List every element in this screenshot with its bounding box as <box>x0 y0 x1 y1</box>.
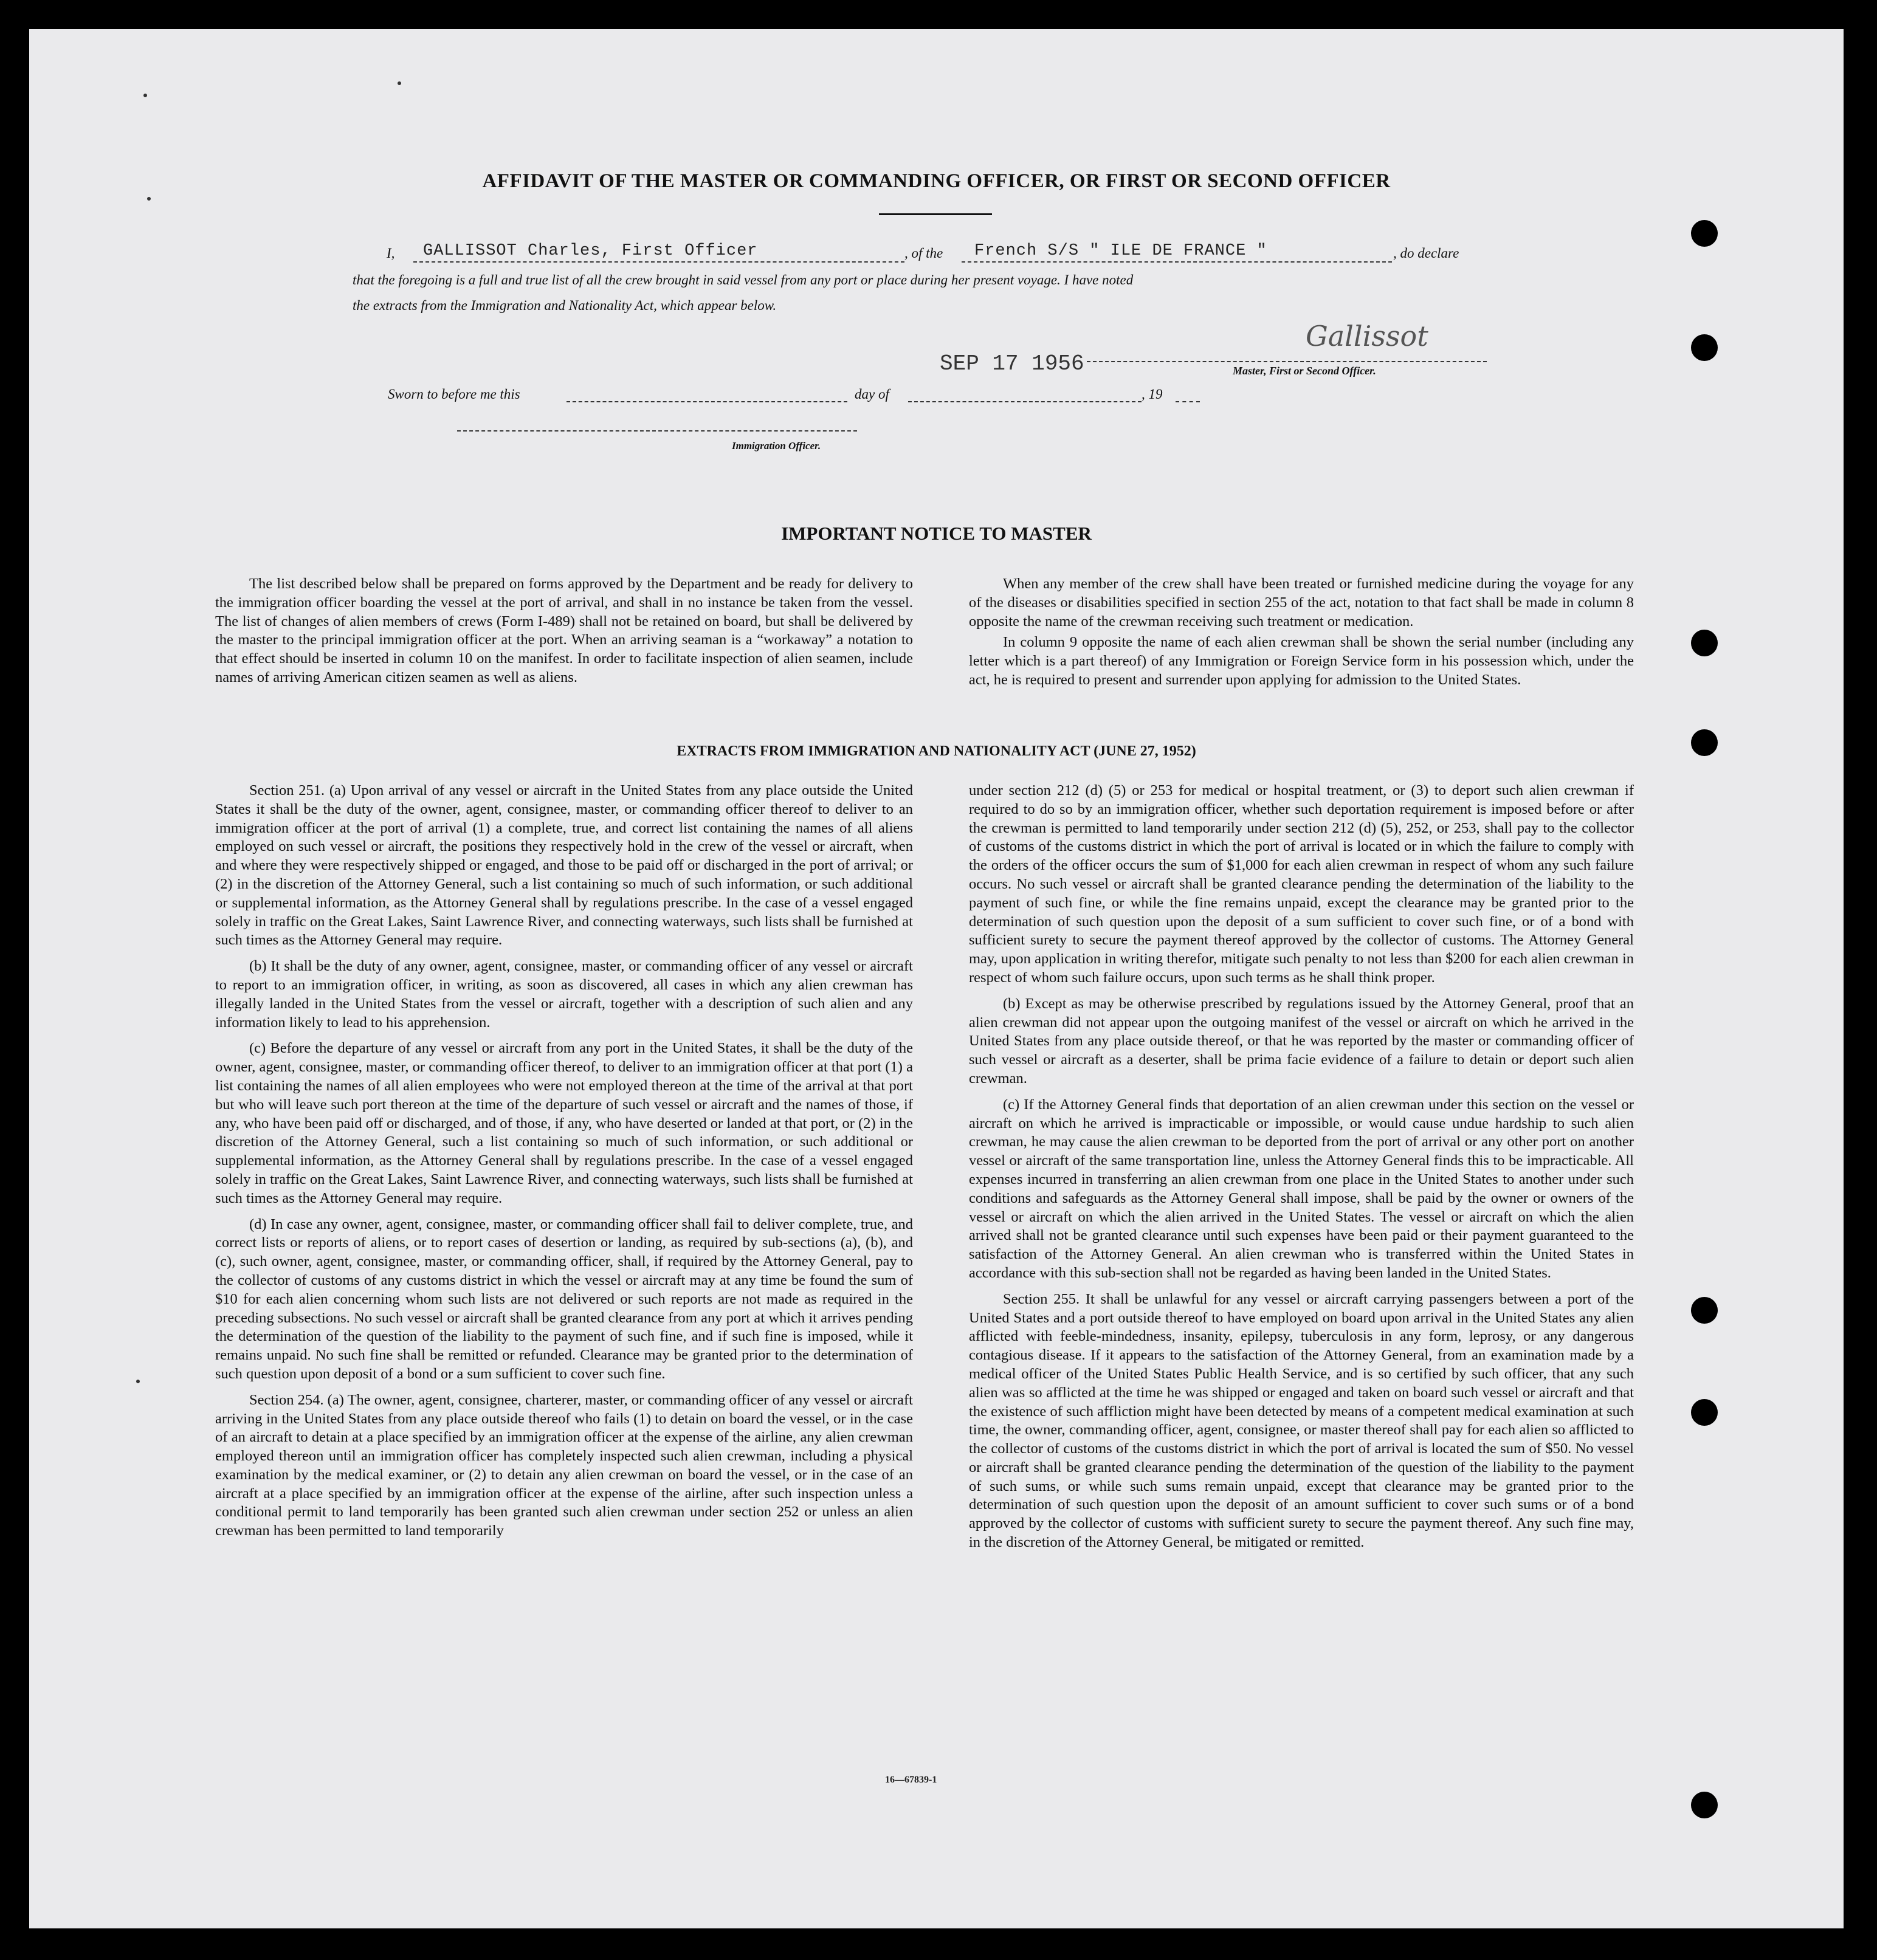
form-number: 16—67839-1 <box>885 1775 937 1785</box>
binder-hole <box>1691 630 1718 656</box>
sworn-day-line <box>567 389 847 402</box>
binder-hole <box>1691 1792 1718 1818</box>
section-254c: (c) If the Attorney General finds that deportation of an alien crewman under this section on the vessel or aircraft on which he arrived is impracticable or impossible, or would cause undue hardship to such alien crewman, he may cause the alien crewman to be deported from the port of arrival or any other port on another vessel or aircraft of the same transportation line, unless the Attorney General finds this to be impracticable. All expenses incurred in transferring an alien crewman from one place in the United States to another under such conditions and safeguards as the Attorney General shall impose, shall be paid by the owner or owners of the vessel or aircraft on which the alien arrived in the United States. The vessel or aircraft on which the alien arrived shall not be granted clearance until such expenses have been paid or their payment guaranteed to the satisfaction of the Attorney General. An alien crewman who is transferred within the United States in accordance with this sub-section shall not be regarded as having been landed in the United States. <box>969 1096 1634 1281</box>
declarant-name: GALLISSOT Charles, First Officer <box>423 242 758 260</box>
extracts-right-column <box>969 782 1634 1559</box>
section-254b: (b) Except as may be otherwise prescribed by regulations issued by the Attorney General, proof that an alien crewman did not appear upon the outgoing manifest of the vessel or aircraft on which he arrived in the United States from any place outside thereof, or that he was reported by the master or commanding officer of such vessel or aircraft as a deserter, shall be prima facie evidence of a failure to detain or deport such alien crewman. <box>969 995 1634 1087</box>
day-of-label: day of <box>855 387 889 402</box>
section-254a: Section 254. (a) The owner, agent, consignee, charterer, master, or commanding officer of any vessel or aircraft arriving in the United States from any place outside thereof who fails (1) to detain on board the vessel, or in the case of an aircraft to detain at a place specified by an immigration officer at the expense of the airline, any alien crewman employed thereon until an immigration officer has completely inspected such alien crewman, including a physical examination by the medical examiner, or (2) to detain any alien crewman on board the vessel, or in the case of an aircraft at a place specified by an immigration officer at the expense of the airline, after such inspection unless a conditional permit to land temporarily has been granted such alien crewman under section 252 or unless an alien crewman has been permitted to land temporarily <box>215 1391 913 1539</box>
scan-speck <box>136 1380 140 1383</box>
officer-signature: Gallissot <box>1306 320 1428 352</box>
notice-right-paragraph-2: In column 9 opposite the name of each alien crewman shall be shown the serial number (including any letter which is a part thereof) of any Immigration or Foreign Service form in his possession which, under the act, he is required to present and surrender upon applying for admission to the United States. <box>969 634 1634 688</box>
signer-role: Master, First or Second Officer. <box>1233 365 1376 377</box>
section-251a: Section 251. (a) Upon arrival of any vessel or aircraft in the United States from any place outside the United States it shall be the duty of the owner, agent, consignee, master, or commanding officer thereof to deliver to an immigration officer at the port of arrival (1) a complete, true, and correct list containing the names of all aliens employed on such vessel or aircraft, the positions they respectively hold in the crew of the vessel or aircraft, when and where they were respectively shipped or engaged, and those to be paid off or discharged in the port of arrival; or (2) in the discretion of the Attorney General, such a list containing so much of such information, or such additional or supplemental information, as the Attorney General shall by regulations prescribe. In the case of a vessel engaged solely in traffic on the Great Lakes, Saint Lawrence River, and connecting waterways, such lists shall be furnished at such times as the Attorney General may require. <box>215 782 913 949</box>
vessel-name: French S/S " ILE DE FRANCE " <box>974 242 1267 260</box>
notice-right-paragraph-1: When any member of the crew shall have been treated or furnished medicine during the voyage for any of the diseases or disabilities specified in section 255 of the act, notation to that fact shall be made in column 8 opposite the name of the crewman receiving such treatment or medication. <box>969 576 1634 630</box>
binder-hole <box>1691 729 1718 756</box>
document-page <box>29 29 1844 1928</box>
year-label: , 19 <box>1142 387 1163 402</box>
extracts-title: EXTRACTS FROM IMMIGRATION AND NATIONALITY ACT (JUNE 27, 1952) <box>677 743 1196 759</box>
of-the-label: , of the <box>904 246 943 261</box>
binder-hole <box>1691 334 1718 361</box>
i-label: I, <box>387 246 395 261</box>
declaration-line-2: that the foregoing is a full and true list of all the crew brought in said vessel from any port or place during her present voyage. I have noted <box>353 272 1134 287</box>
section-251b: (b) It shall be the duty of any owner, agent, consignee, master, or commanding officer of any vessel or aircraft to report to an immigration officer, in writing, as soon as discovered, all cases in which any alien crewman has illegally landed in the United States from the vessel or aircraft, together with a description of such alien and any information likely to lead to his apprehension. <box>215 958 913 1031</box>
date-stamp: SEP 17 1956 <box>940 351 1084 376</box>
binder-hole <box>1691 1297 1718 1324</box>
binder-hole <box>1691 220 1718 247</box>
scan-speck <box>147 197 151 201</box>
notice-title: IMPORTANT NOTICE TO MASTER <box>781 523 1092 544</box>
notice-right-column <box>969 575 1634 697</box>
sworn-year-line <box>1176 389 1200 402</box>
scan-speck <box>398 81 401 85</box>
binder-hole <box>1691 1399 1718 1426</box>
notice-left-paragraph: The list described below shall be prepared on forms approved by the Department and be ready for delivery to the immigration officer boarding the vessel at the port of arrival, and shall in no instance be taken from the vessel. The list of changes of alien members of crews (Form I-489) shall not be retained on board, but shall be delivered by the master to the principal immigration officer at the port. When an arriving seaman is a “workaway” a notation to that effect should be inserted in column 10 on the manifest. In order to facilitate inspection of alien seamen, include names of arriving American citizen seamen as well as aliens. <box>215 576 913 686</box>
do-declare-label: , do declare <box>1393 246 1459 261</box>
immigration-officer-label: Immigration Officer. <box>732 440 821 452</box>
sworn-month-line <box>908 389 1142 402</box>
section-254a-continued: under section 212 (d) (5) or 253 for medical or hospital treatment, or (3) to deport such alien crewman if required to do so by an immigration officer, whether such deportation requirement is imposed before or after the crewman is permitted to land temporarily under section 212 (d) (5), 252, or 253, shall pay to the collector of customs of the customs district in which the port of arrival is located or in which the failure to comply with the orders of the officer occurs the sum of $1,000 for each alien crewman in respect of whom any such failure occurs. No such vessel or aircraft shall be granted clearance pending the determination of the liability to the payment of such fine, or while the fine remains unpaid, except the clearance may be granted prior to the determination of such question upon the deposit of a sum sufficient to cover such fine, or of a bond with sufficient surety to secure the payment thereof approved by the collector of customs. The Attorney General may, upon application in writing therefor, mitigate such penalty to not less than $200 for each alien crewman in respect of whom such failure occurs, upon such terms as he shall think proper. <box>969 782 1634 986</box>
title-rule <box>879 213 992 215</box>
section-251c: (c) Before the departure of any vessel or aircraft from any port in the United States, it shall be the duty of the owner, agent, consignee, master, or commanding officer thereof, to deliver to an immigration officer at that port (1) a list containing the names of all alien employees who were not employed thereon at the time of the arrival at that port but who will leave such port thereon at the time of the departure of such vessel or aircraft and the names of those, if any, who have been paid off or discharged, and of those, if any, who have deserted or landed at that port, or (2) in the discretion of the Attorney General, such a list containing so much of such information, or such additional or supplemental information, as the Attorney General shall by regulations prescribe. In the case of a vessel engaged solely in traffic on the Great Lakes, Saint Lawrence River, and connecting waterways, such lists shall be furnished at such times as the Attorney General may require. <box>215 1040 913 1206</box>
sworn-label: Sworn to before me this <box>388 387 520 402</box>
affidavit-title: AFFIDAVIT OF THE MASTER OR COMMANDING OFFICER, OR FIRST OR SECOND OFFICER <box>482 170 1391 192</box>
notice-left-column <box>215 575 913 695</box>
immigration-officer-line <box>457 418 857 432</box>
extracts-left-column <box>215 782 913 1548</box>
declaration-line-3: the extracts from the Immigration and Nationality Act, which appear below. <box>353 298 777 313</box>
section-255: Section 255. It shall be unlawful for any vessel or aircraft carrying passengers between a port of the United States and a port outside thereof to have employed on board upon arrival in the United States any alien afflicted with feeble-mindedness, insanity, epilepsy, tuberculosis in any form, leprosy, or any dangerous contagious disease. If it appears to the satisfaction of the Attorney General, from an examination made by a medical officer of the United States Public Health Service, and is so certified by such officer, that any such alien was so afflicted at the time he was shipped or engaged and taken on board such vessel or aircraft and that the existence of such affliction might have been detected by means of a competent medical examination at such time, the owner, commanding officer, agent, consignee, or master thereof shall pay for each alien so afflicted to the collector of customs of the customs district in which the port of arrival is located the sum of $50. No vessel or aircraft shall be granted clearance pending the determination of the question of the liability to the payment of such sums, or while such sums remain unpaid, except that clearance may be granted prior to the determination of such question upon the deposit of an amount sufficient to cover such sums or of a bond approved by the collector of customs with sufficient surety to secure the payment thereof. Any such fine may, in the discretion of the Attorney General, be mitigated or remitted. <box>969 1290 1634 1551</box>
scan-speck <box>143 94 147 97</box>
section-251d: (d) In case any owner, agent, consignee, master, or commanding officer shall fail to deliver complete, true, and correct lists or reports of aliens, or to report cases of desertion or landing, as required by sub-sections (a), (b), and (c), such owner, agent, consignee, master, or commanding officer, shall, if required by the Attorney General, pay to the collector of customs of any customs district in which the vessel or aircraft may at any time be found the sum of $10 for each alien concerning whom such lists are not delivered or such reports are not made as required in the preceding subsections. No such vessel or aircraft shall be granted clearance from any port at which it arrives pending the determination of the question of the liability to the payment of such fine, and if such fine is imposed, while it remains unpaid. No such fine shall be remitted or refunded. Clearance may be granted prior to the determination of such question upon deposit of a bond or a sum sufficient to cover such fine. <box>215 1216 913 1382</box>
